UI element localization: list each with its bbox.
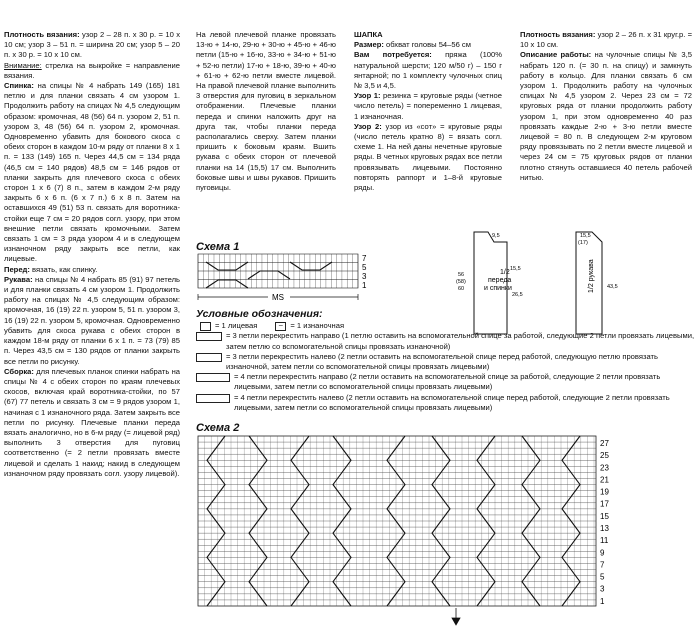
legend-row-c3: [196, 372, 696, 392]
front-label-3: и спинки: [484, 285, 512, 292]
schema2-row-number: 21: [600, 475, 609, 485]
cross3-left-symbol: [196, 353, 222, 362]
column-3: [354, 30, 502, 193]
front-right-dim-b: 26,5: [512, 292, 523, 298]
hat-density-paragraph: Плотность вязания: узор 2 – 26 п. х 31 круг.р. = 10 х 10 см.: [520, 30, 693, 50]
legend-c3: = 4 петли перекрестить направо (2 петли оставить на вспомогательной спице за работой, следующие 2 петли провязать лицевыми, затем петли со вспомогательной спицы провязать лицевыми): [234, 372, 661, 392]
schema1-row-7: 7: [362, 254, 367, 263]
legend: [196, 309, 696, 413]
shoulder-paragraph: На левой плечевой планке провязать 13-ю + 14-ю, 29-ю + 30-ю + 45-ю + 46-ю петли (15-ю + 16-ю, 33-ю + 34-ю + 51-ю + 52-ю петли) 17-ю + 18-ю, 39-ю + 40-ю + 61-ю + 62-ю петли вместе лицевой. На правой плечевой планке выполнить 3 отверстия для пуговиц в зеркальном отображении. Плечевые планки переда и спинки наложить друг на друга так, чтобы планки переда располагались сверху. Затем планки пришить к боковым краям. Вшить рукава с обеих сторон от плечевой планки на 14 (15,5) 17 см. Выполнить боковые швы и швы рукавов. Пришить пуговицы.: [196, 30, 336, 193]
schema2-row-number: 15: [600, 511, 609, 521]
legend-c1: = 3 петли перекрестить направо (1 петлю оставить на вспомогательной спице за работой, следующие 2 петли провязать лицевыми, затем петлю со вспомогательной спицы провязать изнаночной): [226, 331, 695, 351]
materials-paragraph: Вам потребуется: пряжа (100% натуральной шерсти; 120 м/50 г) – 150 г янтарной; по 1 комплекту чулочных спиц № 3,5 и 4,5.: [354, 50, 502, 91]
schema2-row-number: 3: [600, 584, 605, 594]
schema2-chart: [196, 434, 699, 633]
size-paragraph: Размер: обхват головы 54–56 см: [354, 40, 471, 50]
front-left-dim-c: 60: [458, 286, 465, 292]
front-label-2: переда: [488, 277, 512, 284]
legend-title: Условные обозначения:: [196, 308, 323, 320]
schema1-row-1: 1: [362, 281, 367, 290]
column-1: [4, 30, 180, 479]
pattern-diagrams: [452, 233, 699, 308]
legend-row-basic: [200, 321, 696, 331]
schema1-row-5: 5: [362, 263, 367, 272]
density-paragraph: Плотность вязания: узор 2 – 28 п. х 30 р. = 10 х 10 см; узор 3 – 51 п. = ширина 20 см; узор 5 – 20 п. х 30 р. = 10 х 10 см.: [4, 30, 181, 60]
legend-row-c1: [196, 331, 696, 351]
schema2-row-number: 11: [600, 536, 609, 546]
legend-row-c4: [196, 393, 696, 413]
schema2-row-number: 1: [600, 596, 605, 606]
front-top-dim-a: 9,5: [492, 233, 500, 239]
sleeve-top-dim-a: 15,5: [580, 233, 591, 239]
knit-symbol: [200, 322, 211, 331]
sleeve-top-dim-b: (17): [578, 240, 588, 246]
legend-knit: = 1 лицевая: [215, 321, 258, 331]
front-label-1: 1/2: [500, 269, 510, 276]
cross4-right-symbol: [196, 373, 230, 382]
schema2-row-number: 7: [600, 560, 605, 570]
hat-title: ШАПКА: [354, 30, 383, 39]
schema2-row-number: 19: [600, 487, 609, 497]
front-paragraph: Перед: вязать, как спинку.: [4, 264, 98, 274]
schema2-row-number: 25: [600, 451, 609, 461]
schema2-row-number: 9: [600, 548, 605, 558]
schema2-row-number: 23: [600, 463, 609, 473]
schema2-row-number: 17: [600, 499, 609, 509]
pattern2-paragraph: Узор 2: узор из «сот» = круговые ряды (число петель кратно 8) = вязать согл. схеме 1. На ней даны нечетные круговые ряды. В четных круговых рядах все петли провязывать лицевыми. Постоянно повторять раппорт и 1–8-й круговые ряды.: [354, 121, 502, 193]
column-4: [520, 30, 692, 183]
front-right-dim-a: 15,5: [510, 266, 521, 272]
pattern1-paragraph: Узор 1: резинка = круговые ряды (четное число петель) = попеременно 1 лицевая, 1 изнаночная.: [354, 91, 503, 121]
schema2-row-number: 13: [600, 524, 609, 533]
schema1-title: Схема 1: [196, 241, 240, 253]
cross4-left-symbol: [196, 394, 230, 403]
attention-paragraph: Внимание: стрелка на выкройке = направление вязания.: [4, 60, 180, 80]
hat-description-paragraph: Описание работы: на чулочные спицы № 3,5 набрать 120 п. (= 30 п. на спицу) и замкнуть работу в кольцо. Для планки связать 6 см узором 1. Продолжить работу на чулочных спицах № 4,5 узором 2. Через 23 см = 72 круговых ряда от планки продолжить работу узором 1, при этом одновременно 40 раз провязать каждые 2-ю + 3-ю петли вместе лицевой = 80 п. В следующем 2-м круговом ряду провязывать по 2 петли вместе лицевой и через 24 см = 75 круговых рядов от планки плотно стянуть оставшиеся 40 петель рабочей нитью.: [520, 50, 692, 182]
legend-purl: = 1 изнаночная: [290, 321, 345, 331]
sleeve-label: 1/2 рукава: [588, 259, 595, 293]
back-paragraph: Спинка: на спицы № 4 набрать 149 (165) 181 петлю и для планки связать 4 см узором 1. Продолжить работу на спицах № 4,5 следующим образом: кромочная, 48 (56) 64 п. узором 2, 51 п. узором 3, 48 (56) 64 п. узором 2, кромочная. Одновременно убавить для бокового скоса с обеих сторон в каждом 10-м ряду от планки 8 х 1 п. = 133 (149) 165 п. Через 44,5 см = 134 ряда (46,5 см = 140 рядов) 48,5 см = 146 рядов от планки закрыть для плечевого скоса с обеих сторон 1 х 6 (7) 8 п., затем в каждом 2-м ряду закрыть 6 х 6 п. (6 х 7 п.) 6 х 8 п. Затем на оставшихся 49 (51) 53 п. связать для воротника-стойки еще 7 см = 20 рядов согл. узору, при этом внешние петли связать кромочными. Затем связать 1 см = 3 ряда узором 4 и в следующем изнаночном ряду закрыть все петли, как лицевые.: [4, 81, 180, 264]
schema1-chart: [196, 252, 376, 306]
purl-symbol: –: [275, 322, 286, 331]
assembly-paragraph: Сборка: для плечевых планок спинки набрать на спицы № 4 с обеих сторон по краям плечевых скосов, включая край воротника-стойки, по 57 (67) 77 петель и связать 3 см = 9 рядов узором 1, начиная с 1 изнаночного ряда. Затем закрыть все петли по рисунку. Плечевые планки переда вязать аналогично, но в 6-м ряду (= лицевой ряд) выполнить 3 отверстия для пуговиц соответственно (= 2 петли провязать вместе лицевой и сделать 1 накид; накид в следующем изнаночном ряду провязать согл. узору лицевой).: [4, 366, 180, 478]
schema2-title: Схема 2: [196, 422, 240, 434]
schema2-row-number: 27: [600, 439, 609, 448]
front-left-dim-a: 56: [458, 272, 465, 278]
cross3-right-symbol: [196, 332, 222, 341]
schema1-rapport: MS: [272, 293, 284, 302]
sleeve-right-dim: 43,5: [607, 284, 618, 290]
schema1-row-3: 3: [362, 272, 367, 281]
legend-c4: = 4 петли перекрестить налево (2 петли оставить на вспомогательной спице перед работой, следующие 2 петли провязать лицевыми, затем петли со вспомогательной спицы провязать лицевыми): [234, 392, 670, 412]
schema2-row-number: 5: [600, 572, 605, 582]
front-left-dim-b: (58): [456, 279, 466, 285]
column-2: [196, 30, 336, 193]
legend-c2: = 3 петли перекрестить налево (2 петли оставить на вспомогательной спице перед работой, следующую петлю провязать изнаночной, затем петли со вспомогательной спицы провязать лицевыми): [226, 351, 658, 372]
legend-row-c2: [196, 352, 696, 372]
sleeves-paragraph: Рукава: на спицы № 4 набрать 85 (91) 97 петель и для планки связать 4 см узором 1. Продолжить работу на спицах № 4,5 следующим образом: кромочная, 16 (19) 22 п. узором 5, 51 п. узором 3, 16 (19) 22 п. узором 5, кромочная. Одновременно убавить для скоса рукава с обеих сторон в каждом 18-м ряду от планки 6 х 1 п. = 73 (79) 85 п. Через 43,5 см = 130 рядов от планки закрыть все петли по рисунку.: [4, 274, 180, 366]
